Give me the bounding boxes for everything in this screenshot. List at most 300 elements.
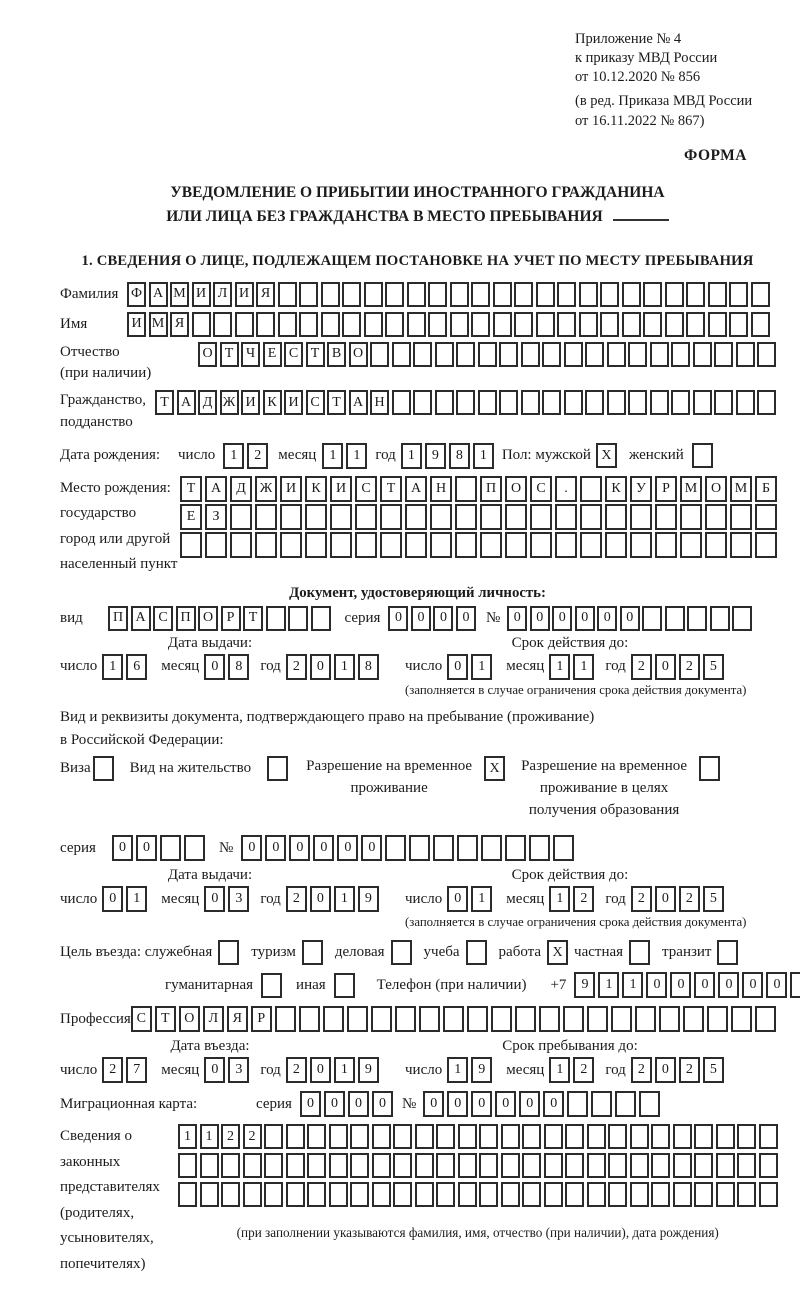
char-box[interactable]: С — [284, 342, 303, 367]
char-box[interactable] — [385, 312, 404, 337]
char-box[interactable] — [530, 532, 552, 558]
char-box[interactable]: 0 — [471, 1091, 492, 1117]
char-box[interactable] — [286, 1124, 305, 1149]
char-box[interactable] — [305, 504, 327, 530]
char-box[interactable] — [759, 1153, 778, 1178]
char-box[interactable]: 1 — [447, 1057, 468, 1083]
char-box[interactable]: 0 — [337, 835, 358, 861]
char-box[interactable] — [522, 1124, 541, 1149]
char-box[interactable]: 5 — [703, 654, 724, 680]
char-box[interactable] — [665, 312, 684, 337]
char-box[interactable] — [673, 1182, 692, 1207]
char-box[interactable]: 2 — [221, 1124, 240, 1149]
char-box[interactable]: 0 — [655, 654, 676, 680]
char-box[interactable] — [266, 606, 286, 631]
char-box[interactable] — [557, 312, 576, 337]
char-box[interactable] — [630, 1153, 649, 1178]
char-box[interactable] — [471, 282, 490, 307]
char-box[interactable]: П — [480, 476, 502, 502]
char-box[interactable]: О — [349, 342, 368, 367]
char-box[interactable] — [385, 835, 406, 861]
char-box[interactable] — [737, 1153, 756, 1178]
char-box[interactable] — [307, 1182, 326, 1207]
char-box[interactable]: Т — [327, 390, 346, 415]
char-box[interactable]: И — [280, 476, 302, 502]
char-box[interactable]: 0 — [670, 972, 691, 998]
char-box[interactable] — [221, 1153, 240, 1178]
char-box[interactable] — [705, 532, 727, 558]
char-box[interactable] — [350, 1182, 369, 1207]
char-box[interactable] — [393, 1124, 412, 1149]
char-box[interactable] — [413, 390, 432, 415]
char-box[interactable] — [651, 1124, 670, 1149]
char-box[interactable] — [364, 282, 383, 307]
char-box[interactable]: Т — [243, 606, 263, 631]
char-box[interactable]: Р — [221, 606, 241, 631]
char-box[interactable]: Л — [213, 282, 232, 307]
char-box[interactable] — [499, 390, 518, 415]
char-box[interactable] — [380, 504, 402, 530]
char-box[interactable] — [393, 1153, 412, 1178]
char-box[interactable] — [529, 835, 550, 861]
char-box[interactable]: 0 — [433, 606, 453, 631]
char-box[interactable] — [430, 504, 452, 530]
char-box[interactable]: 1 — [334, 886, 355, 912]
char-box[interactable]: Ж — [220, 390, 239, 415]
char-box[interactable] — [751, 282, 770, 307]
char-box[interactable]: 0 — [423, 1091, 444, 1117]
char-box[interactable] — [307, 1153, 326, 1178]
char-box[interactable] — [522, 1182, 541, 1207]
char-box[interactable]: К — [305, 476, 327, 502]
char-box[interactable]: 1 — [473, 443, 494, 469]
char-box[interactable] — [334, 973, 355, 998]
char-box[interactable]: 2 — [679, 886, 700, 912]
char-box[interactable] — [686, 312, 705, 337]
char-box[interactable]: 1 — [346, 443, 367, 469]
char-box[interactable] — [178, 1182, 197, 1207]
char-box[interactable]: Я — [227, 1006, 248, 1032]
char-box[interactable] — [235, 312, 254, 337]
char-box[interactable] — [385, 282, 404, 307]
char-box[interactable] — [256, 312, 275, 337]
char-box[interactable]: . — [555, 476, 577, 502]
char-box[interactable] — [415, 1153, 434, 1178]
char-box[interactable] — [192, 312, 211, 337]
char-box[interactable] — [479, 1124, 498, 1149]
char-box[interactable] — [243, 1153, 262, 1178]
char-box[interactable] — [565, 1153, 584, 1178]
char-box[interactable]: И — [241, 390, 260, 415]
char-box[interactable]: 0 — [310, 654, 331, 680]
char-box[interactable] — [435, 342, 454, 367]
char-box[interactable]: 0 — [112, 835, 133, 861]
char-box[interactable] — [499, 342, 518, 367]
char-box[interactable] — [580, 476, 602, 502]
char-box[interactable] — [93, 756, 114, 781]
char-box[interactable]: 1 — [471, 886, 492, 912]
char-box[interactable]: 0 — [372, 1091, 393, 1117]
char-box[interactable] — [415, 1182, 434, 1207]
char-box[interactable]: О — [705, 476, 727, 502]
char-box[interactable] — [579, 312, 598, 337]
char-box[interactable] — [557, 282, 576, 307]
char-box[interactable] — [395, 1006, 416, 1032]
char-box[interactable]: Р — [655, 476, 677, 502]
char-box[interactable] — [737, 1124, 756, 1149]
char-box[interactable] — [501, 1124, 520, 1149]
char-box[interactable] — [536, 312, 555, 337]
char-box[interactable]: 0 — [552, 606, 572, 631]
char-box[interactable]: 1 — [334, 1057, 355, 1083]
char-box[interactable]: X — [596, 443, 617, 468]
char-box[interactable] — [280, 532, 302, 558]
char-box[interactable]: Н — [430, 476, 452, 502]
char-box[interactable] — [629, 940, 650, 965]
char-box[interactable] — [299, 1006, 320, 1032]
char-box[interactable]: И — [235, 282, 254, 307]
char-box[interactable] — [630, 1124, 649, 1149]
char-box[interactable] — [392, 342, 411, 367]
char-box[interactable]: Н — [370, 390, 389, 415]
char-box[interactable] — [694, 1124, 713, 1149]
char-box[interactable] — [321, 312, 340, 337]
char-box[interactable]: 1 — [178, 1124, 197, 1149]
char-box[interactable] — [372, 1153, 391, 1178]
char-box[interactable] — [436, 1182, 455, 1207]
char-box[interactable] — [580, 504, 602, 530]
char-box[interactable] — [530, 504, 552, 530]
char-box[interactable]: 1 — [126, 886, 147, 912]
char-box[interactable] — [455, 504, 477, 530]
char-box[interactable]: 3 — [228, 1057, 249, 1083]
char-box[interactable]: О — [179, 1006, 200, 1032]
char-box[interactable] — [544, 1182, 563, 1207]
char-box[interactable]: 2 — [679, 654, 700, 680]
char-box[interactable] — [329, 1182, 348, 1207]
char-box[interactable]: 2 — [247, 443, 268, 469]
char-box[interactable]: Т — [155, 390, 174, 415]
char-box[interactable]: 0 — [507, 606, 527, 631]
char-box[interactable] — [539, 1006, 560, 1032]
char-box[interactable] — [255, 504, 277, 530]
char-box[interactable] — [305, 532, 327, 558]
char-box[interactable] — [205, 532, 227, 558]
char-box[interactable] — [184, 835, 205, 861]
char-box[interactable] — [565, 1124, 584, 1149]
char-box[interactable] — [555, 532, 577, 558]
char-box[interactable]: 0 — [766, 972, 787, 998]
char-box[interactable] — [479, 1153, 498, 1178]
char-box[interactable] — [639, 1091, 660, 1117]
char-box[interactable] — [478, 390, 497, 415]
char-box[interactable] — [458, 1153, 477, 1178]
char-box[interactable] — [391, 940, 412, 965]
char-box[interactable] — [372, 1182, 391, 1207]
char-box[interactable] — [436, 1124, 455, 1149]
char-box[interactable] — [542, 390, 561, 415]
char-box[interactable] — [755, 532, 777, 558]
char-box[interactable] — [493, 312, 512, 337]
char-box[interactable] — [415, 1124, 434, 1149]
char-box[interactable] — [350, 1153, 369, 1178]
char-box[interactable]: М — [149, 312, 168, 337]
char-box[interactable] — [655, 504, 677, 530]
char-box[interactable] — [622, 282, 641, 307]
char-box[interactable]: 0 — [718, 972, 739, 998]
char-box[interactable] — [330, 504, 352, 530]
char-box[interactable] — [671, 390, 690, 415]
char-box[interactable] — [275, 1006, 296, 1032]
char-box[interactable] — [407, 282, 426, 307]
char-box[interactable]: 0 — [361, 835, 382, 861]
char-box[interactable]: С — [355, 476, 377, 502]
char-box[interactable]: И — [284, 390, 303, 415]
char-box[interactable]: 0 — [324, 1091, 345, 1117]
char-box[interactable] — [514, 282, 533, 307]
char-box[interactable]: С — [530, 476, 552, 502]
char-box[interactable]: Ж — [255, 476, 277, 502]
char-box[interactable]: 0 — [543, 1091, 564, 1117]
char-box[interactable] — [435, 390, 454, 415]
char-box[interactable]: 1 — [471, 654, 492, 680]
char-box[interactable] — [650, 390, 669, 415]
char-box[interactable] — [230, 532, 252, 558]
char-box[interactable] — [456, 342, 475, 367]
char-box[interactable]: 1 — [102, 654, 123, 680]
char-box[interactable]: Л — [203, 1006, 224, 1032]
char-box[interactable]: А — [349, 390, 368, 415]
char-box[interactable]: 1 — [401, 443, 422, 469]
char-box[interactable]: 9 — [574, 972, 595, 998]
char-box[interactable] — [450, 282, 469, 307]
char-box[interactable]: 0 — [388, 606, 408, 631]
char-box[interactable] — [458, 1124, 477, 1149]
char-box[interactable]: 1 — [549, 886, 570, 912]
char-box[interactable] — [278, 282, 297, 307]
char-box[interactable] — [694, 1153, 713, 1178]
char-box[interactable] — [286, 1153, 305, 1178]
char-box[interactable] — [350, 1124, 369, 1149]
char-box[interactable]: 1 — [598, 972, 619, 998]
char-box[interactable]: 0 — [289, 835, 310, 861]
char-box[interactable] — [671, 342, 690, 367]
char-box[interactable]: О — [198, 342, 217, 367]
char-box[interactable] — [699, 756, 720, 781]
char-box[interactable] — [261, 973, 282, 998]
char-box[interactable] — [243, 1182, 262, 1207]
char-box[interactable]: П — [108, 606, 128, 631]
char-box[interactable]: 0 — [204, 1057, 225, 1083]
char-box[interactable] — [714, 390, 733, 415]
char-box[interactable] — [737, 1182, 756, 1207]
char-box[interactable]: Ф — [127, 282, 146, 307]
char-box[interactable]: А — [149, 282, 168, 307]
char-box[interactable]: О — [505, 476, 527, 502]
char-box[interactable]: 8 — [449, 443, 470, 469]
char-box[interactable] — [717, 940, 738, 965]
char-box[interactable] — [651, 1153, 670, 1178]
char-box[interactable] — [264, 1182, 283, 1207]
char-box[interactable]: 0 — [456, 606, 476, 631]
char-box[interactable] — [278, 312, 297, 337]
char-box[interactable] — [587, 1124, 606, 1149]
char-box[interactable] — [267, 756, 288, 781]
char-box[interactable]: М — [680, 476, 702, 502]
char-box[interactable] — [419, 1006, 440, 1032]
char-box[interactable] — [536, 282, 555, 307]
char-box[interactable]: 0 — [519, 1091, 540, 1117]
char-box[interactable]: К — [263, 390, 282, 415]
char-box[interactable]: 1 — [322, 443, 343, 469]
char-box[interactable]: А — [405, 476, 427, 502]
char-box[interactable]: З — [205, 504, 227, 530]
char-box[interactable]: И — [127, 312, 146, 337]
char-box[interactable] — [515, 1006, 536, 1032]
char-box[interactable] — [730, 504, 752, 530]
char-box[interactable] — [307, 1124, 326, 1149]
char-box[interactable] — [471, 312, 490, 337]
char-box[interactable] — [380, 532, 402, 558]
char-box[interactable]: Д — [198, 390, 217, 415]
char-box[interactable] — [673, 1124, 692, 1149]
char-box[interactable] — [708, 312, 727, 337]
char-box[interactable]: Е — [180, 504, 202, 530]
char-box[interactable] — [180, 532, 202, 558]
char-box[interactable] — [731, 1006, 752, 1032]
char-box[interactable] — [650, 342, 669, 367]
char-box[interactable]: И — [192, 282, 211, 307]
char-box[interactable] — [716, 1124, 735, 1149]
char-box[interactable]: 2 — [286, 1057, 307, 1083]
char-box[interactable] — [372, 1124, 391, 1149]
char-box[interactable]: 0 — [300, 1091, 321, 1117]
char-box[interactable] — [714, 342, 733, 367]
char-box[interactable] — [456, 390, 475, 415]
char-box[interactable]: 0 — [102, 886, 123, 912]
char-box[interactable] — [755, 1006, 776, 1032]
char-box[interactable] — [585, 342, 604, 367]
char-box[interactable]: С — [131, 1006, 152, 1032]
char-box[interactable] — [323, 1006, 344, 1032]
char-box[interactable]: Б — [755, 476, 777, 502]
char-box[interactable] — [501, 1182, 520, 1207]
char-box[interactable] — [579, 282, 598, 307]
char-box[interactable] — [729, 282, 748, 307]
char-box[interactable]: 7 — [126, 1057, 147, 1083]
char-box[interactable]: А — [177, 390, 196, 415]
char-box[interactable]: 0 — [241, 835, 262, 861]
char-box[interactable] — [665, 282, 684, 307]
char-box[interactable]: 1 — [622, 972, 643, 998]
char-box[interactable] — [716, 1153, 735, 1178]
char-box[interactable] — [716, 1182, 735, 1207]
char-box[interactable] — [600, 312, 619, 337]
char-box[interactable] — [567, 1091, 588, 1117]
char-box[interactable] — [355, 532, 377, 558]
char-box[interactable]: Я — [256, 282, 275, 307]
char-box[interactable]: 2 — [573, 1057, 594, 1083]
char-box[interactable] — [413, 342, 432, 367]
char-box[interactable]: Р — [251, 1006, 272, 1032]
char-box[interactable] — [608, 1153, 627, 1178]
char-box[interactable] — [600, 282, 619, 307]
char-box[interactable] — [405, 504, 427, 530]
char-box[interactable] — [630, 1182, 649, 1207]
char-box[interactable]: А — [131, 606, 151, 631]
char-box[interactable] — [501, 1153, 520, 1178]
char-box[interactable]: 0 — [447, 1091, 468, 1117]
char-box[interactable] — [622, 312, 641, 337]
char-box[interactable] — [466, 940, 487, 965]
char-box[interactable] — [342, 282, 361, 307]
char-box[interactable]: 1 — [334, 654, 355, 680]
char-box[interactable]: 1 — [573, 654, 594, 680]
char-box[interactable] — [686, 282, 705, 307]
char-box[interactable]: 9 — [358, 886, 379, 912]
char-box[interactable] — [544, 1153, 563, 1178]
char-box[interactable] — [392, 390, 411, 415]
char-box[interactable]: 0 — [530, 606, 550, 631]
char-box[interactable]: К — [605, 476, 627, 502]
char-box[interactable] — [329, 1124, 348, 1149]
char-box[interactable]: 0 — [348, 1091, 369, 1117]
char-box[interactable]: 0 — [310, 886, 331, 912]
char-box[interactable]: 8 — [358, 654, 379, 680]
char-box[interactable] — [683, 1006, 704, 1032]
char-box[interactable]: X — [484, 756, 505, 781]
char-box[interactable]: 1 — [200, 1124, 219, 1149]
char-box[interactable] — [630, 504, 652, 530]
char-box[interactable] — [628, 390, 647, 415]
char-box[interactable] — [491, 1006, 512, 1032]
char-box[interactable]: Е — [263, 342, 282, 367]
char-box[interactable]: Т — [155, 1006, 176, 1032]
char-box[interactable] — [521, 342, 540, 367]
char-box[interactable] — [751, 312, 770, 337]
char-box[interactable] — [407, 312, 426, 337]
char-box[interactable] — [611, 1006, 632, 1032]
char-box[interactable] — [467, 1006, 488, 1032]
char-box[interactable]: 5 — [703, 1057, 724, 1083]
char-box[interactable]: У — [630, 476, 652, 502]
char-box[interactable]: Я — [170, 312, 189, 337]
char-box[interactable] — [673, 1153, 692, 1178]
char-box[interactable] — [405, 532, 427, 558]
char-box[interactable] — [311, 606, 331, 631]
char-box[interactable] — [255, 532, 277, 558]
char-box[interactable] — [280, 504, 302, 530]
char-box[interactable] — [355, 504, 377, 530]
char-box[interactable] — [757, 390, 776, 415]
char-box[interactable]: 2 — [679, 1057, 700, 1083]
char-box[interactable]: А — [205, 476, 227, 502]
char-box[interactable]: 2 — [631, 886, 652, 912]
char-box[interactable] — [659, 1006, 680, 1032]
char-box[interactable]: 1 — [223, 443, 244, 469]
char-box[interactable] — [564, 390, 583, 415]
char-box[interactable] — [693, 390, 712, 415]
char-box[interactable] — [605, 504, 627, 530]
char-box[interactable]: 0 — [411, 606, 431, 631]
char-box[interactable] — [364, 312, 383, 337]
char-box[interactable]: М — [730, 476, 752, 502]
char-box[interactable] — [481, 835, 502, 861]
char-box[interactable] — [371, 1006, 392, 1032]
char-box[interactable]: 0 — [575, 606, 595, 631]
char-box[interactable] — [321, 282, 340, 307]
char-box[interactable] — [607, 342, 626, 367]
